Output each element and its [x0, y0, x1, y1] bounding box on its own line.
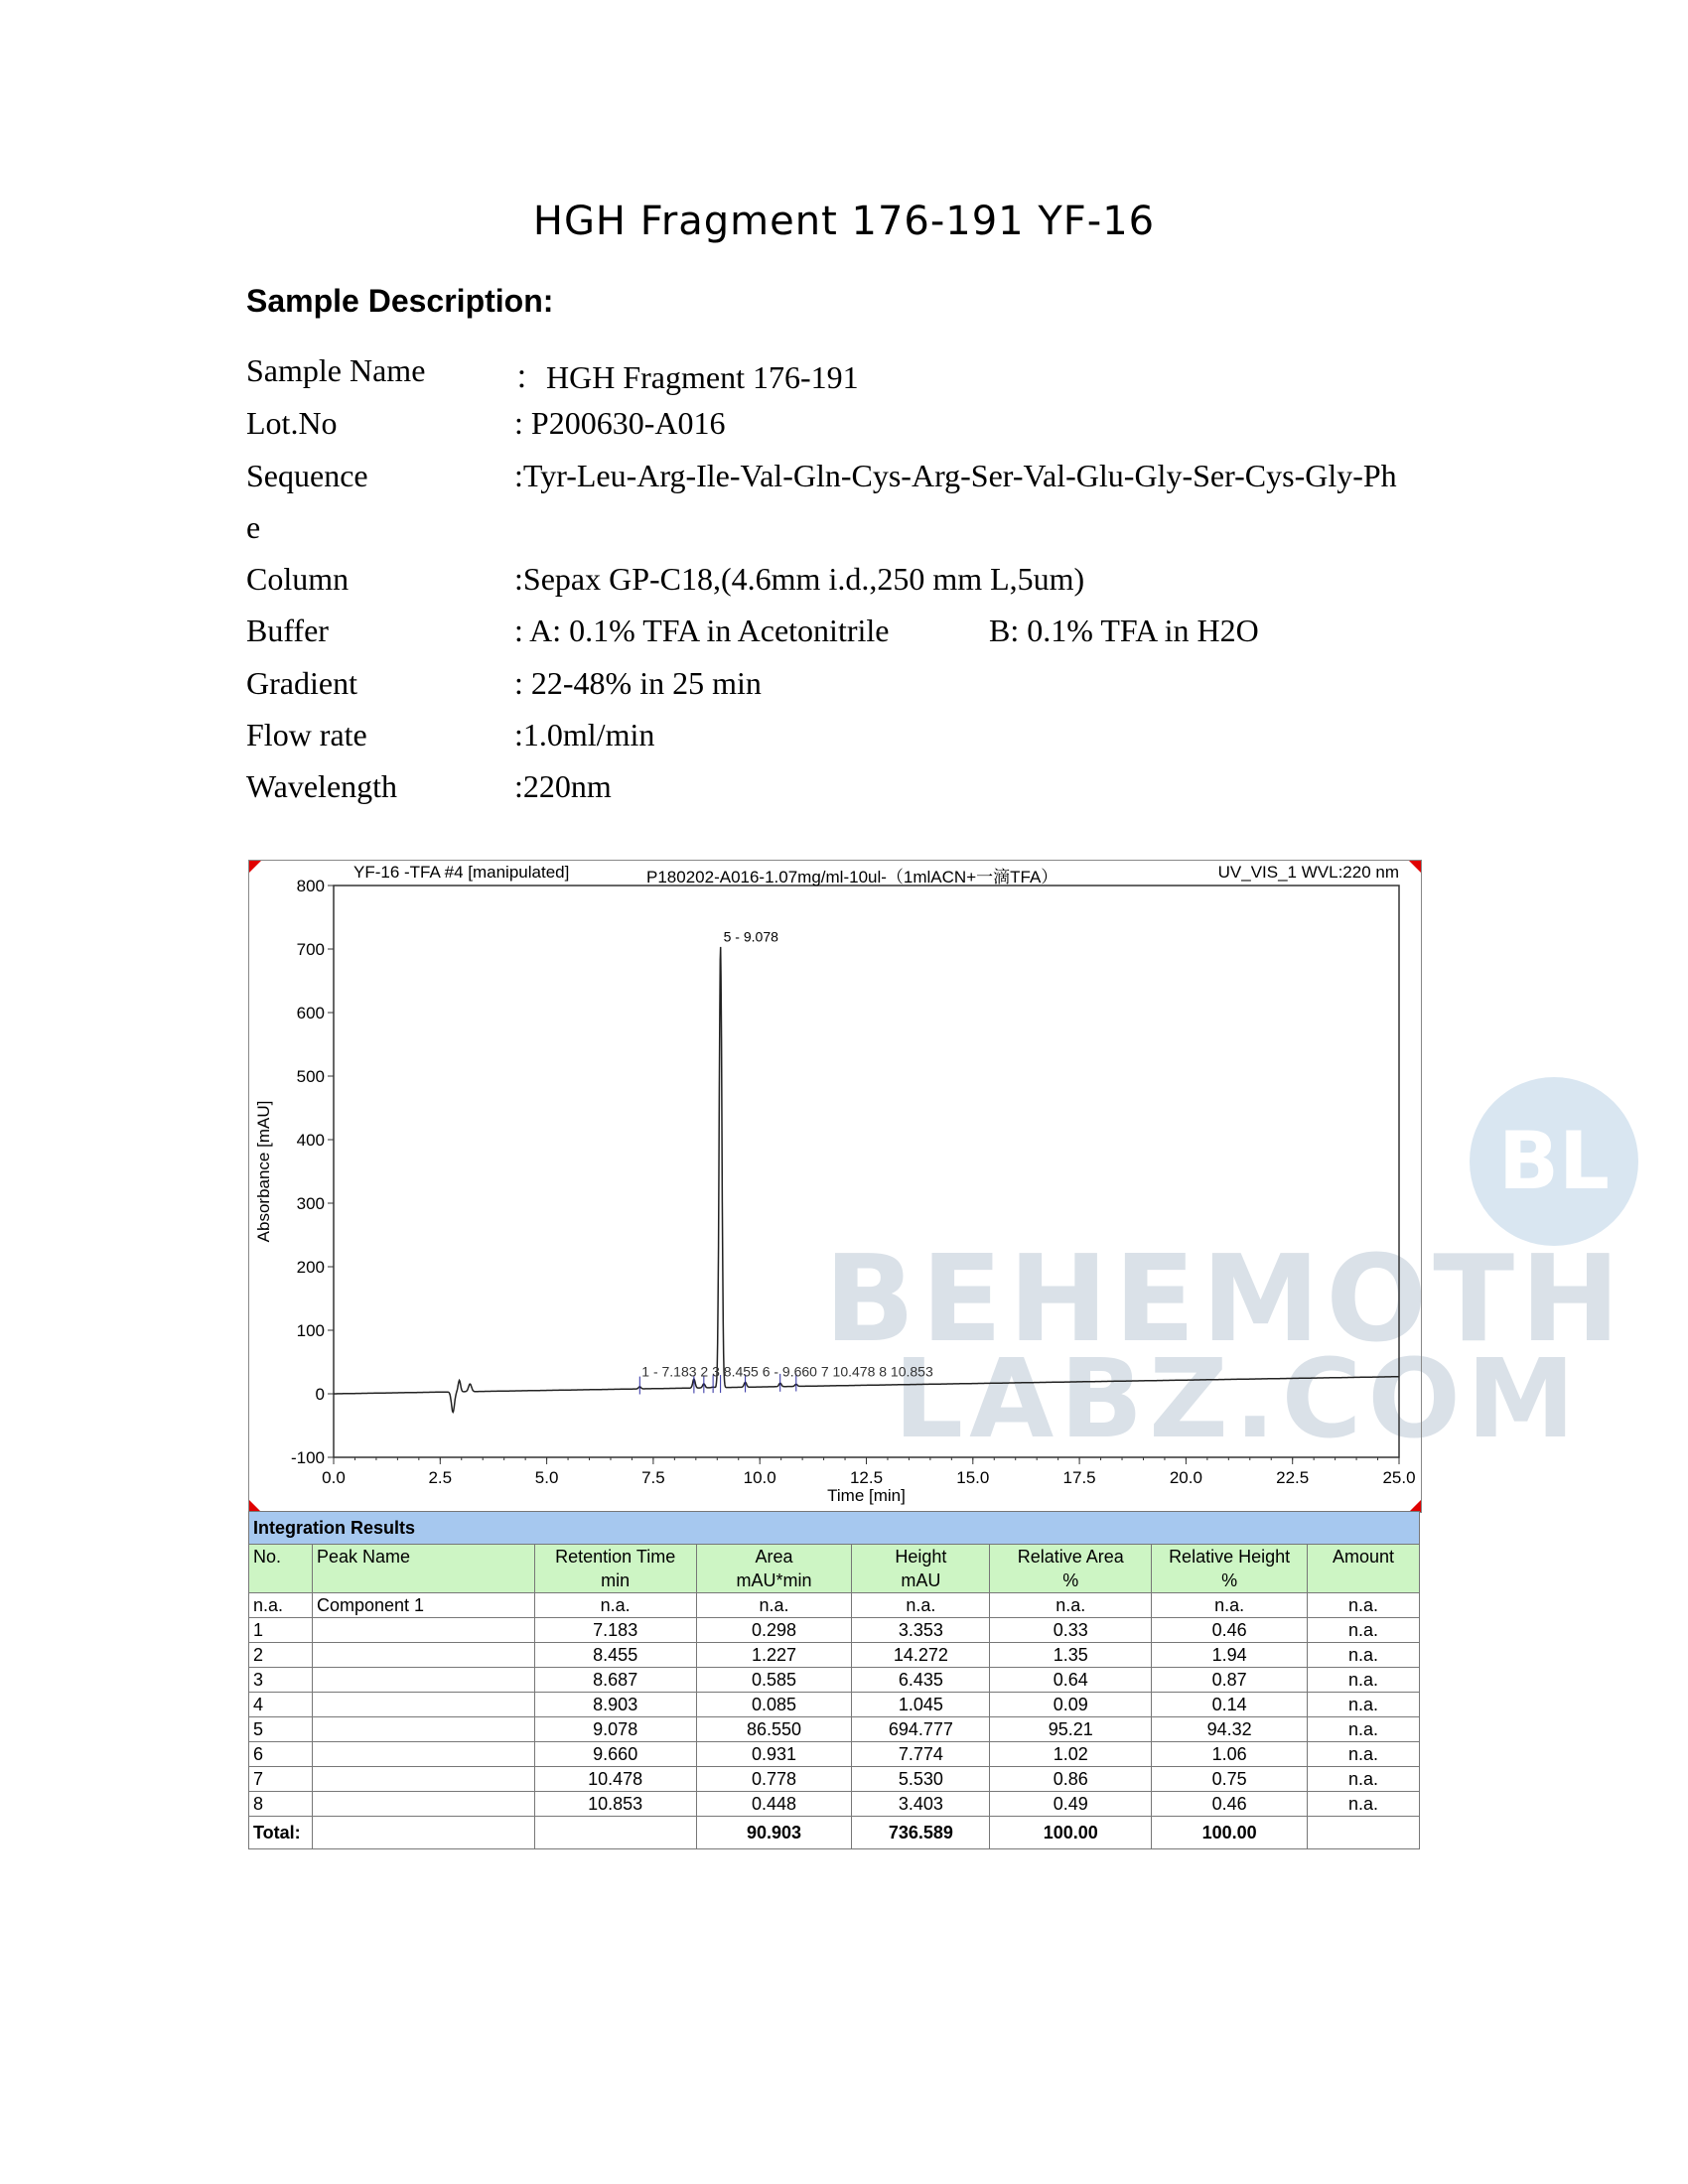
table-cell: n.a. [852, 1593, 990, 1618]
corner-marker [249, 861, 261, 873]
table-cell: 1.94 [1152, 1643, 1308, 1668]
table-row [249, 1618, 1420, 1643]
table-cell: 8.455 [534, 1643, 696, 1668]
field-value: :1.0ml/min [514, 717, 655, 752]
table-row [249, 1668, 1420, 1693]
table-cell: n.a. [1308, 1618, 1420, 1643]
total-cell: 100.00 [1152, 1817, 1308, 1849]
column-header-unit: % [1221, 1570, 1238, 1590]
column-header [852, 1545, 990, 1593]
table-cell: 10.478 [534, 1767, 696, 1792]
field-label: e [246, 509, 261, 545]
table-cell: 0.86 [990, 1767, 1152, 1792]
table-title: Integration Results [249, 1512, 1420, 1545]
table-cell: n.a. [1308, 1767, 1420, 1792]
table-cell [312, 1767, 534, 1792]
y-tick-label: 600 [296, 1004, 325, 1023]
table-cell: n.a. [534, 1593, 696, 1618]
column-header-label: Retention Time [555, 1547, 676, 1567]
table-row [249, 1643, 1420, 1668]
table-cell: 9.078 [534, 1717, 696, 1742]
column-header [1152, 1545, 1308, 1593]
field-label: Wavelength [246, 768, 398, 804]
column-header-label: Area [755, 1547, 793, 1567]
table-row [249, 1767, 1420, 1792]
table-cell: n.a. [1308, 1792, 1420, 1817]
column-header-label: Height [895, 1547, 947, 1567]
corner-marker [1409, 861, 1421, 873]
y-tick-label: 300 [296, 1194, 325, 1213]
section-heading: Sample Description: [246, 283, 554, 319]
field-value: : A: 0.1% TFA in Acetonitrile [514, 613, 890, 648]
table-cell: 8.903 [534, 1693, 696, 1717]
chart-header-right: UV_VIS_1 WVL:220 nm [1217, 863, 1399, 882]
column-header-label: Relative Height [1169, 1547, 1291, 1567]
table-cell: n.a. [1308, 1668, 1420, 1693]
table-cell [312, 1668, 534, 1693]
table-cell: 0.49 [990, 1792, 1152, 1817]
table-cell: 694.777 [852, 1717, 990, 1742]
table-cell: 9.660 [534, 1742, 696, 1767]
table-cell: 0.87 [1152, 1668, 1308, 1693]
x-tick-label: 7.5 [641, 1468, 665, 1487]
table-cell: 4 [249, 1693, 313, 1717]
column-header [312, 1545, 534, 1593]
column-header-unit: mAU*min [736, 1570, 812, 1590]
column-header-label: Peak Name [316, 1547, 411, 1567]
x-tick-label: 5.0 [534, 1468, 559, 1487]
column-header-label: Amount [1332, 1547, 1395, 1567]
table-cell: n.a. [1308, 1593, 1420, 1618]
table-cell: 0.085 [696, 1693, 852, 1717]
table-cell: n.a. [1308, 1643, 1420, 1668]
table-cell: n.a. [1308, 1742, 1420, 1767]
table-cell: 0.46 [1152, 1618, 1308, 1643]
field-label: Sample Name [246, 352, 426, 388]
table-cell: 10.853 [534, 1792, 696, 1817]
table-cell [312, 1717, 534, 1742]
column-header-label: No. [253, 1547, 282, 1567]
table-cell: 7 [249, 1767, 313, 1792]
x-tick-label: 25.0 [1382, 1468, 1416, 1487]
y-tick-label: 100 [296, 1321, 325, 1340]
x-tick-label: 17.5 [1062, 1468, 1096, 1487]
column-header-unit: % [1062, 1570, 1079, 1590]
table-cell: n.a. [696, 1593, 852, 1618]
table-cell: 14.272 [852, 1643, 990, 1668]
table-cell [312, 1643, 534, 1668]
table-cell: n.a. [1152, 1593, 1308, 1618]
watermark-text-2: LABZ.COM [894, 1335, 1582, 1462]
table-cell: 0.585 [696, 1668, 852, 1693]
table-cell: Component 1 [312, 1593, 534, 1618]
y-axis-label: Absorbance [mAU] [254, 1100, 273, 1243]
total-cell: Total: [249, 1817, 313, 1849]
table-cell: n.a. [1308, 1693, 1420, 1717]
table-cell: 0.46 [1152, 1792, 1308, 1817]
table-row [249, 1792, 1420, 1817]
x-tick-label: 20.0 [1169, 1468, 1202, 1487]
chart-header-mid: P180202-A016-1.07mg/ml-10ul-（1mlACN+一滴TFA） [646, 868, 1058, 887]
table-row [249, 1593, 1420, 1618]
total-cell: 736.589 [852, 1817, 990, 1849]
table-cell: 1.045 [852, 1693, 990, 1717]
table-cell: 3 [249, 1668, 313, 1693]
table-cell: 0.298 [696, 1618, 852, 1643]
table-cell: 0.778 [696, 1767, 852, 1792]
table-cell: 8 [249, 1792, 313, 1817]
table-cell [312, 1792, 534, 1817]
table-cell: 0.09 [990, 1693, 1152, 1717]
column-header [1308, 1545, 1420, 1593]
table-row [249, 1742, 1420, 1767]
table-cell: 0.75 [1152, 1767, 1308, 1792]
table-cell: 0.64 [990, 1668, 1152, 1693]
field-label: Buffer [246, 613, 329, 648]
table-cell: n.a. [990, 1593, 1152, 1618]
table-cell: 5.530 [852, 1767, 990, 1792]
field-value: :220nm [514, 768, 612, 804]
y-tick-label: 400 [296, 1131, 325, 1150]
table-cell: 2 [249, 1643, 313, 1668]
y-tick-label: 500 [296, 1067, 325, 1086]
field-value: : P200630-A016 [514, 405, 726, 441]
field-value: :Tyr-Leu-Arg-Ile-Val-Gln-Cys-Arg-Ser-Val-Glu-Gly-Ser-Cys-Gly-Ph [514, 458, 1397, 493]
table-cell [312, 1742, 534, 1767]
column-header-unit: min [601, 1570, 631, 1590]
table-row [249, 1717, 1420, 1742]
total-cell: 90.903 [696, 1817, 852, 1849]
x-axis-label: Time [min] [827, 1486, 906, 1505]
table-cell: 6.435 [852, 1668, 990, 1693]
table-cell: 0.448 [696, 1792, 852, 1817]
y-tick-label: 800 [296, 877, 325, 895]
x-tick-label: 10.0 [743, 1468, 776, 1487]
table-cell: 5 [249, 1717, 313, 1742]
field-value: : 22-48% in 25 min [514, 665, 762, 701]
table-cell: 0.14 [1152, 1693, 1308, 1717]
chromatogram-trace [334, 947, 1399, 1413]
x-tick-label: 15.0 [956, 1468, 990, 1487]
watermark-badge: BL [1470, 1077, 1638, 1246]
table-cell: 3.403 [852, 1792, 990, 1817]
column-header [534, 1545, 696, 1593]
field-label: Lot.No [246, 405, 338, 441]
y-tick-label: 0 [315, 1385, 325, 1404]
table-cell: 1.35 [990, 1643, 1152, 1668]
table-cell: 0.33 [990, 1618, 1152, 1643]
total-cell: 100.00 [990, 1817, 1152, 1849]
table-cell: n.a. [1308, 1717, 1420, 1742]
field-label: Gradient [246, 665, 357, 701]
total-cell [534, 1817, 696, 1849]
report-title: HGH Fragment 176-191 YF-16 [532, 199, 1156, 244]
chart-header-left: YF-16 -TFA #4 [manipulated] [353, 863, 570, 882]
column-header [990, 1545, 1152, 1593]
table-header [249, 1545, 1420, 1593]
table-cell [312, 1618, 534, 1643]
field-label: Sequence [246, 458, 368, 493]
table-cell: 7.183 [534, 1618, 696, 1643]
chromatogram [248, 860, 1422, 1513]
small-peak-labels: 1 - 7.183 2 3 8.455 6 - 9.660 7 10.478 8 10.853 [641, 1363, 933, 1380]
field-label: Column [246, 561, 350, 597]
table-cell: 0.931 [696, 1742, 852, 1767]
total-cell [1308, 1817, 1420, 1849]
table-cell: 8.687 [534, 1668, 696, 1693]
field-value: ：HGH Fragment 176-191 [514, 359, 859, 395]
y-tick-label: -100 [290, 1448, 325, 1467]
chart-svg [249, 861, 1421, 1512]
watermark-text-1: BEHEMOTH [824, 1231, 1626, 1369]
main-peak-label: 5 - 9.078 [723, 928, 778, 945]
table-cell: 1.02 [990, 1742, 1152, 1767]
column-header-label: Relative Area [1017, 1547, 1124, 1567]
table-cell: 7.774 [852, 1742, 990, 1767]
table-cell: 94.32 [1152, 1717, 1308, 1742]
x-tick-label: 0.0 [322, 1468, 346, 1487]
table-cell: 1 [249, 1618, 313, 1643]
total-row [249, 1817, 1420, 1849]
table-cell: 86.550 [696, 1717, 852, 1742]
table-cell: 1.06 [1152, 1742, 1308, 1767]
table-cell: 6 [249, 1742, 313, 1767]
y-tick-label: 700 [296, 940, 325, 959]
table-cell [312, 1693, 534, 1717]
table-cell: 3.353 [852, 1618, 990, 1643]
table-cell: 95.21 [990, 1717, 1152, 1742]
integration-results-table [248, 1511, 1420, 1849]
field-value-2: B: 0.1% TFA in H2O [989, 613, 1259, 648]
x-tick-label: 22.5 [1276, 1468, 1310, 1487]
table-cell: n.a. [249, 1593, 313, 1618]
x-tick-label: 12.5 [849, 1468, 884, 1487]
column-header [249, 1545, 313, 1593]
table-row [249, 1693, 1420, 1717]
column-header-unit: mAU [901, 1570, 941, 1590]
field-value: :Sepax GP-C18,(4.6mm i.d.,250 mm L,5um) [514, 561, 1085, 597]
x-tick-label: 2.5 [428, 1468, 453, 1487]
field-label: Flow rate [246, 717, 367, 752]
table-cell: 1.227 [696, 1643, 852, 1668]
y-tick-label: 200 [296, 1258, 325, 1277]
column-header [696, 1545, 852, 1593]
total-cell [312, 1817, 534, 1849]
